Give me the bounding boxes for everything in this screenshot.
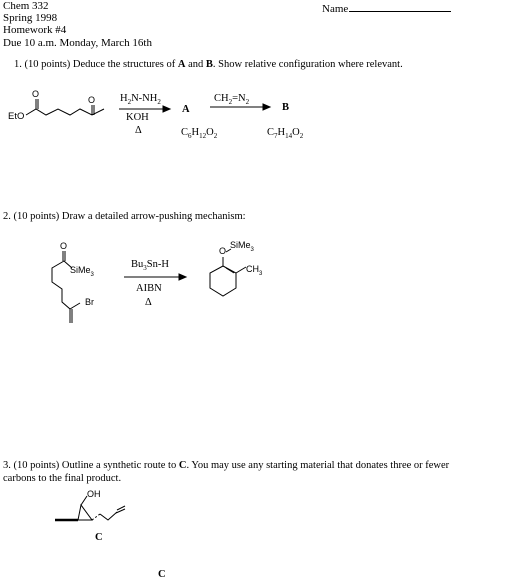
- term: Spring 1998: [3, 12, 58, 24]
- ch3-label: $CH_3$: [246, 264, 263, 277]
- problem2-prompt: 2. (10 points) Draw a detailed arrow-pushing mechanism:: [3, 211, 246, 222]
- product-b-label: B: [282, 102, 290, 113]
- assignment-title: Homework #4: [3, 24, 67, 36]
- problem1-a-ref: A: [177, 59, 186, 70]
- problem3-suffix: . You may use any starting material that donates three or fewer: [186, 460, 450, 471]
- o-label-ketone: O: [88, 95, 96, 105]
- sime3-right-label: SiMe$_3$: [230, 240, 254, 253]
- problem1-suffix: . Show relative configuration where relevant.: [212, 59, 403, 70]
- o-label-enol: O: [219, 246, 227, 256]
- c-label-bottom: C: [158, 569, 166, 580]
- oh-label: OH: [87, 489, 101, 499]
- sime3-left-label: SiMe$_3$: [70, 265, 94, 278]
- problem3-prompt-line2: carbons to the final product.: [3, 473, 122, 484]
- reagent-tributyltin: $Bu_3Sn-H$: [131, 259, 169, 273]
- product-a-label: A: [182, 104, 190, 115]
- due-date: Due 10 a.m. Monday, March 16th: [3, 37, 152, 49]
- reagent2-diazomethane: $CH_2=N_2$: [214, 93, 250, 107]
- reagent-aibn: AIBN: [136, 283, 162, 294]
- eto-label: EtO: [8, 111, 25, 122]
- formula-b: $C_7H_{14}O_2$: [267, 127, 304, 141]
- reagent1-koh: KOH: [126, 112, 149, 123]
- o-label-ester: O: [32, 89, 40, 99]
- name-label: Name: [322, 3, 349, 15]
- problem1-b-ref: B: [205, 59, 213, 70]
- course-title: Chem 332: [3, 0, 49, 12]
- o-label-acyl: O: [60, 241, 68, 251]
- reagent1-hydrazine: $H_2N-NH_2$: [120, 93, 161, 107]
- c-label: C: [95, 532, 103, 543]
- problem3-c-ref: C: [178, 460, 187, 471]
- br-label: Br: [85, 297, 94, 307]
- reagent1-heat: Δ: [135, 125, 142, 136]
- problem3-prefix: 3. (10 points) Outline a synthetic route to: [3, 460, 179, 471]
- problem1-prefix: 1. (10 points) Deduce the structures of: [14, 59, 178, 70]
- reagent-heat-2: Δ: [145, 297, 152, 308]
- formula-a: $C_6H_{12}O_2$: [181, 127, 218, 141]
- problem1-mid: and: [185, 59, 206, 70]
